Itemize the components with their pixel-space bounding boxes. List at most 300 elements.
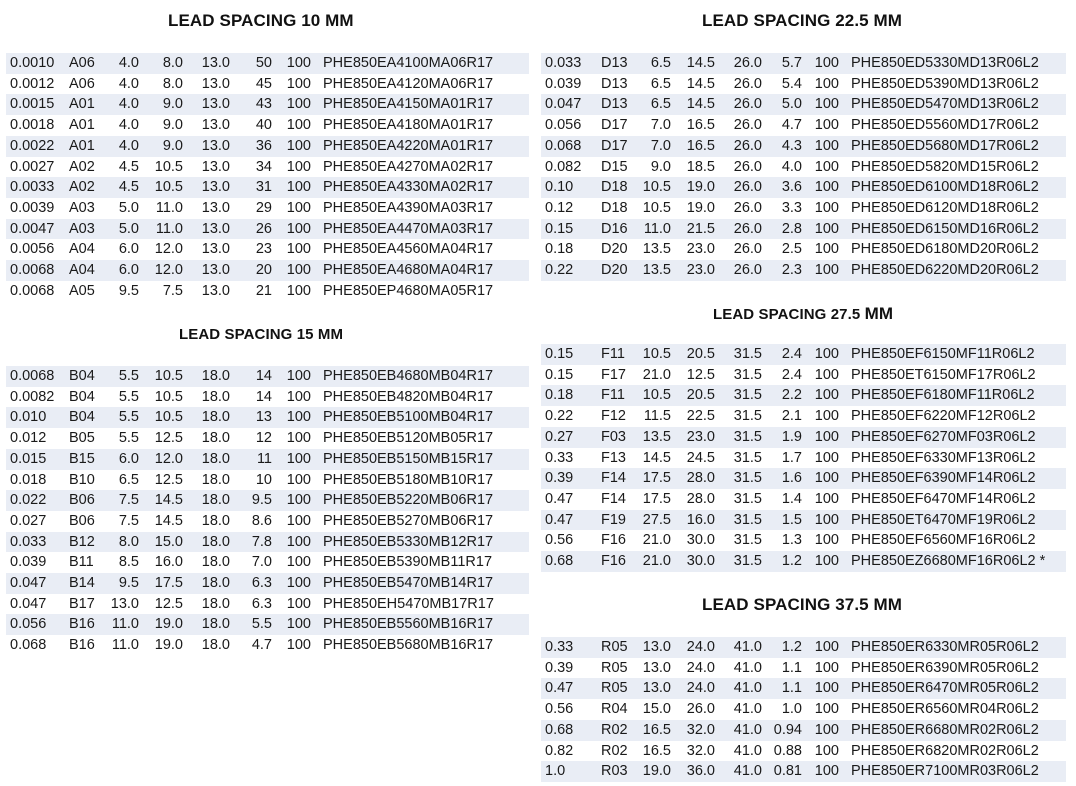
table-row bbox=[6, 470, 529, 491]
capacitance-cell: 0.018 bbox=[10, 471, 47, 488]
table-row bbox=[541, 344, 1066, 365]
dim-l-cell: 26.0 bbox=[733, 75, 762, 92]
case-code-cell: D18 bbox=[599, 177, 633, 198]
dim-w-cell: 5.5 bbox=[118, 388, 139, 405]
dv-dt-cell: 1.7 bbox=[781, 449, 802, 466]
table-row bbox=[541, 427, 1066, 448]
ordering-code-cell: PHE850ER6330MR05R06L2 bbox=[841, 637, 1066, 658]
dim-h-cell: 12.5 bbox=[154, 430, 183, 447]
dim-w-cell: 14.5 bbox=[642, 449, 671, 466]
table-row bbox=[541, 136, 1066, 157]
dim-w-cell: 15.0 bbox=[642, 701, 671, 718]
dim-l-cell: 31.5 bbox=[717, 468, 764, 489]
capacitance-cell: 0.039 bbox=[10, 554, 47, 571]
dim-l-cell: 18.0 bbox=[201, 554, 230, 571]
dim-w-cell: 19.0 bbox=[633, 761, 673, 782]
dv-dt-cell: 1.0 bbox=[781, 701, 802, 718]
spq-cell: 100 bbox=[814, 490, 839, 507]
case-code-cell: F13 bbox=[601, 449, 626, 466]
spq-cell: 100 bbox=[274, 260, 313, 281]
dim-w-cell: 6.5 bbox=[650, 75, 671, 92]
ordering-code-cell: PHE850ED5820MD15R06L2 bbox=[851, 158, 1039, 175]
table-row bbox=[6, 239, 529, 260]
dim-l-cell: 18.0 bbox=[185, 614, 232, 635]
case-code-cell: B12 bbox=[67, 532, 107, 553]
table-row bbox=[6, 407, 529, 428]
dim-l-cell: 26.0 bbox=[717, 53, 764, 74]
ordering-code-cell: PHE850EF6220MF12R06L2 bbox=[851, 408, 1036, 425]
dim-h-cell: 12.5 bbox=[154, 595, 183, 612]
table-row bbox=[541, 761, 1066, 782]
dim-h-cell: 10.5 bbox=[141, 407, 185, 428]
dim-w-cell: 5.5 bbox=[107, 407, 141, 428]
case-code-cell: A01 bbox=[69, 117, 95, 134]
dim-h-cell: 23.0 bbox=[673, 260, 717, 281]
dim-w-cell: 4.0 bbox=[107, 53, 141, 74]
dim-h-cell: 23.0 bbox=[686, 241, 715, 258]
spq-cell: 100 bbox=[814, 241, 839, 258]
case-code-cell: A06 bbox=[69, 75, 95, 92]
dim-h-cell: 19.0 bbox=[673, 177, 717, 198]
table-row bbox=[6, 532, 529, 553]
dim-h-cell: 14.5 bbox=[673, 94, 717, 115]
spq-cell: 100 bbox=[286, 637, 311, 654]
dim-w-cell: 9.5 bbox=[107, 573, 141, 594]
table-row bbox=[541, 260, 1066, 281]
ordering-code-cell: PHE850ET6470MF19R06L2 bbox=[841, 510, 1066, 531]
dim-h-cell: 10.5 bbox=[141, 177, 185, 198]
spq-cell: 100 bbox=[804, 177, 841, 198]
dim-h-cell: 14.5 bbox=[141, 490, 185, 511]
dim-l-cell: 13.0 bbox=[185, 94, 232, 115]
dim-h-cell: 23.0 bbox=[673, 427, 717, 448]
dv-dt-cell: 4.3 bbox=[764, 136, 804, 157]
dim-w-cell: 7.0 bbox=[633, 136, 673, 157]
dim-w-cell: 13.5 bbox=[642, 241, 671, 258]
table-row bbox=[6, 594, 529, 615]
dim-w-cell: 10.5 bbox=[633, 385, 673, 406]
table-row bbox=[541, 406, 1066, 427]
ordering-code-cell: PHE850EA4180MA01R17 bbox=[323, 117, 494, 134]
capacitance-cell: 0.056 bbox=[545, 117, 582, 134]
dv-dt-cell: 1.9 bbox=[764, 427, 804, 448]
dv-dt-cell: 7.8 bbox=[232, 532, 274, 553]
table-lead-spacing-10mm bbox=[6, 53, 529, 301]
ordering-code-cell: PHE850EA4100MA06R17 bbox=[313, 53, 529, 74]
dim-l-cell: 18.0 bbox=[201, 471, 230, 488]
capacitance-cell: 0.27 bbox=[541, 427, 599, 448]
spq-cell: 100 bbox=[804, 136, 841, 157]
ordering-code-cell: PHE850EB4680MB04R17 bbox=[313, 366, 529, 387]
dim-w-cell: 4.0 bbox=[107, 136, 141, 157]
ordering-code-cell: PHE850ER6820MR02R06L2 bbox=[851, 742, 1039, 759]
case-code-cell: F19 bbox=[599, 510, 633, 531]
dim-h-cell: 26.0 bbox=[686, 701, 715, 718]
ordering-code-cell: PHE850EA4330MA02R17 bbox=[313, 177, 529, 198]
ordering-code-cell: PHE850EB5390MB11R17 bbox=[323, 554, 493, 571]
dim-w-cell: 7.5 bbox=[118, 512, 139, 529]
spq-cell: 100 bbox=[814, 75, 839, 92]
dim-l-cell: 18.0 bbox=[201, 595, 230, 612]
ordering-code-cell: PHE850EB5220MB06R17 bbox=[313, 490, 529, 511]
dim-w-cell: 13.0 bbox=[633, 678, 673, 699]
table-row bbox=[6, 281, 529, 302]
dv-dt-cell: 34 bbox=[255, 158, 272, 175]
dim-w-cell: 10.5 bbox=[633, 344, 673, 365]
ordering-code-cell: PHE850EA4150MA01R17 bbox=[313, 94, 529, 115]
table-row bbox=[6, 573, 529, 594]
dim-l-cell: 31.5 bbox=[717, 427, 764, 448]
dim-w-cell: 11.5 bbox=[643, 408, 671, 425]
ordering-code-cell: PHE850EB5120MB05R17 bbox=[323, 430, 494, 447]
spq-cell: 100 bbox=[814, 366, 839, 383]
dim-l-cell: 26.0 bbox=[733, 199, 762, 216]
ordering-code-cell: PHE850EA4120MA06R17 bbox=[323, 75, 494, 92]
dim-h-cell: 19.0 bbox=[686, 199, 715, 216]
dim-l-cell: 31.5 bbox=[733, 532, 762, 549]
spq-cell: 100 bbox=[286, 430, 311, 447]
capacitance-cell: 0.0012 bbox=[10, 75, 55, 92]
spq-cell: 100 bbox=[804, 219, 841, 240]
dv-dt-cell: 45 bbox=[255, 75, 272, 92]
spq-cell: 100 bbox=[286, 595, 311, 612]
capacitance-cell: 0.0039 bbox=[10, 199, 55, 216]
dv-dt-cell: 1.4 bbox=[781, 490, 802, 507]
spq-cell: 100 bbox=[274, 94, 313, 115]
capacitance-cell: 0.012 bbox=[10, 430, 47, 447]
case-code-cell: B04 bbox=[67, 407, 107, 428]
table-row bbox=[6, 449, 529, 470]
case-code-cell: F12 bbox=[601, 408, 626, 425]
dim-h-cell: 16.5 bbox=[686, 117, 715, 134]
capacitance-cell: 0.12 bbox=[545, 199, 574, 216]
dim-h-cell: 24.0 bbox=[673, 637, 717, 658]
case-code-cell: F11 bbox=[599, 385, 633, 406]
dim-w-cell: 4.0 bbox=[118, 117, 139, 134]
capacitance-cell: 0.0018 bbox=[10, 117, 55, 134]
ordering-code-cell: PHE850ET6150MF17R06L2 bbox=[851, 366, 1036, 383]
table-row bbox=[6, 136, 529, 157]
dim-w-cell: 11.0 bbox=[111, 637, 139, 654]
case-code-cell: F16 bbox=[599, 551, 633, 572]
case-code-cell: R03 bbox=[599, 761, 633, 782]
ordering-code-cell: PHE850ED6100MD18R06L2 bbox=[841, 177, 1066, 198]
dv-dt-cell: 21 bbox=[255, 282, 272, 299]
dv-dt-cell: 3.3 bbox=[781, 199, 802, 216]
table-row bbox=[541, 157, 1066, 178]
spq-cell: 100 bbox=[804, 94, 841, 115]
dim-h-cell: 17.5 bbox=[141, 573, 185, 594]
table-row bbox=[541, 115, 1066, 136]
ordering-code-cell: PHE850ED6180MD20R06L2 bbox=[851, 241, 1039, 258]
dim-w-cell: 4.0 bbox=[118, 75, 139, 92]
dim-h-cell: 9.0 bbox=[141, 94, 185, 115]
table-row bbox=[541, 219, 1066, 240]
dim-h-cell: 20.5 bbox=[673, 344, 717, 365]
dv-dt-cell: 0.94 bbox=[764, 720, 804, 741]
case-code-cell: A05 bbox=[69, 282, 95, 299]
dim-w-cell: 6.0 bbox=[118, 241, 139, 258]
dim-l-cell: 41.0 bbox=[733, 659, 762, 676]
ordering-code-cell: PHE850ED5330MD13R06L2 bbox=[841, 53, 1066, 74]
dv-dt-cell: 1.2 bbox=[764, 551, 804, 572]
capacitance-cell: 0.56 bbox=[545, 532, 574, 549]
case-code-cell: D13 bbox=[599, 53, 633, 74]
dim-l-cell: 26.0 bbox=[717, 177, 764, 198]
table-row bbox=[6, 552, 529, 573]
capacitance-cell: 0.0010 bbox=[6, 53, 67, 74]
dim-h-cell: 12.0 bbox=[141, 449, 185, 470]
spq-cell: 100 bbox=[286, 199, 311, 216]
dim-l-cell: 41.0 bbox=[717, 637, 764, 658]
ordering-code-cell: PHE850ED5470MD13R06L2 bbox=[841, 94, 1066, 115]
ordering-code-cell: PHE850EB5470MB14R17 bbox=[313, 573, 529, 594]
spq-cell: 100 bbox=[274, 532, 313, 553]
capacitance-cell: 0.056 bbox=[6, 614, 67, 635]
spq-cell: 100 bbox=[286, 241, 311, 258]
capacitance-cell: 0.033 bbox=[541, 53, 599, 74]
dim-w-cell: 6.5 bbox=[633, 94, 673, 115]
spq-cell: 100 bbox=[804, 678, 841, 699]
dim-w-cell: 16.5 bbox=[642, 742, 671, 759]
dim-h-cell: 9.0 bbox=[141, 136, 185, 157]
case-code-cell: F16 bbox=[601, 532, 626, 549]
dim-w-cell: 6.0 bbox=[107, 260, 141, 281]
table-row bbox=[6, 387, 529, 408]
dim-l-cell: 13.0 bbox=[201, 75, 230, 92]
spq-cell: 100 bbox=[804, 551, 841, 572]
capacitance-cell: 0.027 bbox=[10, 512, 47, 529]
spq-cell: 100 bbox=[804, 53, 841, 74]
table-row bbox=[541, 720, 1066, 741]
ordering-code-cell: PHE850EA4390MA03R17 bbox=[323, 199, 494, 216]
case-code-cell: A03 bbox=[69, 199, 95, 216]
table-row bbox=[541, 741, 1066, 762]
table-row bbox=[541, 177, 1066, 198]
dim-w-cell: 17.5 bbox=[642, 490, 671, 507]
ordering-code-cell: PHE850EA4560MA04R17 bbox=[323, 241, 494, 258]
dim-w-cell: 5.5 bbox=[107, 366, 141, 387]
dim-l-cell: 18.0 bbox=[185, 490, 232, 511]
table-row bbox=[6, 53, 529, 74]
dim-h-cell: 30.0 bbox=[686, 532, 715, 549]
table-row bbox=[6, 198, 529, 219]
spq-cell: 100 bbox=[804, 344, 841, 365]
dim-w-cell: 5.0 bbox=[107, 219, 141, 240]
dim-h-cell: 12.0 bbox=[154, 241, 183, 258]
capacitance-cell: 0.0082 bbox=[10, 388, 55, 405]
capacitance-cell: 0.47 bbox=[541, 678, 599, 699]
dim-l-cell: 41.0 bbox=[717, 678, 764, 699]
case-code-cell: A01 bbox=[67, 136, 107, 157]
ordering-code-cell: PHE850EZ6680MF16R06L2 * bbox=[841, 551, 1066, 572]
case-code-cell: D13 bbox=[601, 75, 628, 92]
dim-w-cell: 21.0 bbox=[642, 532, 671, 549]
ordering-code-cell: PHE850EF6180MF11R06L2 bbox=[841, 385, 1066, 406]
dv-dt-cell: 50 bbox=[232, 53, 274, 74]
capacitance-cell: 0.082 bbox=[545, 158, 582, 175]
capacitance-cell: 0.047 bbox=[6, 573, 67, 594]
spq-cell: 100 bbox=[286, 158, 311, 175]
dv-dt-cell: 29 bbox=[255, 199, 272, 216]
case-code-cell: B15 bbox=[67, 449, 107, 470]
spq-cell: 100 bbox=[274, 177, 313, 198]
dim-h-cell: 16.0 bbox=[154, 554, 183, 571]
dim-w-cell: 8.0 bbox=[107, 532, 141, 553]
ordering-code-cell: PHE850EB5680MB16R17 bbox=[323, 637, 494, 654]
dim-l-cell: 41.0 bbox=[717, 720, 764, 741]
case-code-cell: R02 bbox=[601, 742, 628, 759]
dim-h-cell: 12.5 bbox=[686, 366, 715, 383]
dim-w-cell: 11.0 bbox=[633, 219, 673, 240]
dim-h-cell: 15.0 bbox=[141, 532, 185, 553]
capacitance-cell: 0.033 bbox=[6, 532, 67, 553]
spq-cell: 100 bbox=[814, 659, 839, 676]
dim-h-cell: 30.0 bbox=[673, 551, 717, 572]
table-row bbox=[6, 94, 529, 115]
dim-w-cell: 4.5 bbox=[107, 177, 141, 198]
dv-dt-cell: 14 bbox=[255, 388, 272, 405]
spq-cell: 100 bbox=[286, 75, 311, 92]
table-lead-spacing-27-5mm bbox=[541, 344, 1066, 572]
dim-h-cell: 7.5 bbox=[162, 282, 183, 299]
spq-cell: 100 bbox=[286, 471, 311, 488]
capacitance-cell: 0.0047 bbox=[6, 219, 67, 240]
spq-cell: 100 bbox=[274, 53, 313, 74]
dv-dt-cell: 0.81 bbox=[764, 761, 804, 782]
dim-l-cell: 26.0 bbox=[733, 241, 762, 258]
section-title-27-5mm-unit: MM bbox=[864, 304, 894, 323]
dv-dt-cell: 20 bbox=[232, 260, 274, 281]
ordering-code-cell: PHE850EB5180MB10R17 bbox=[323, 471, 494, 488]
case-code-cell: A04 bbox=[67, 260, 107, 281]
capacitance-cell: 0.68 bbox=[541, 720, 599, 741]
table-row bbox=[541, 637, 1066, 658]
dv-dt-cell: 2.4 bbox=[781, 366, 802, 383]
ordering-code-cell: PHE850EP4680MA05R17 bbox=[323, 282, 494, 299]
ordering-code-cell: PHE850EA4470MA03R17 bbox=[313, 219, 529, 240]
ordering-code-cell: PHE850ED6220MD20R06L2 bbox=[841, 260, 1066, 281]
capacitance-cell: 0.15 bbox=[545, 366, 574, 383]
case-code-cell: R05 bbox=[599, 678, 633, 699]
case-code-cell: R04 bbox=[601, 701, 628, 718]
section-title-27-5mm bbox=[713, 304, 893, 324]
ordering-code-cell: PHE850ER6390MR05R06L2 bbox=[851, 659, 1039, 676]
case-code-cell: B16 bbox=[67, 614, 107, 635]
section-title-27-5mm-text: LEAD SPACING 27.5 bbox=[713, 306, 861, 323]
dim-w-cell: 5.0 bbox=[118, 199, 139, 216]
table-row bbox=[541, 489, 1066, 510]
dim-h-cell: 32.0 bbox=[673, 720, 717, 741]
table-row bbox=[6, 157, 529, 178]
spq-cell: 100 bbox=[274, 449, 313, 470]
table-row bbox=[6, 490, 529, 511]
dv-dt-cell: 1.3 bbox=[781, 532, 802, 549]
dim-l-cell: 31.5 bbox=[717, 344, 764, 365]
dim-l-cell: 13.0 bbox=[185, 260, 232, 281]
case-code-cell: A02 bbox=[69, 158, 95, 175]
dim-l-cell: 13.0 bbox=[185, 177, 232, 198]
dim-h-cell: 10.5 bbox=[141, 366, 185, 387]
capacitance-cell: 0.39 bbox=[541, 468, 599, 489]
dim-l-cell: 31.5 bbox=[717, 510, 764, 531]
dim-l-cell: 18.0 bbox=[201, 512, 230, 529]
dim-h-cell: 28.0 bbox=[673, 468, 717, 489]
table-row bbox=[541, 239, 1066, 260]
case-code-cell: A03 bbox=[67, 219, 107, 240]
table-row bbox=[6, 177, 529, 198]
dv-dt-cell: 2.8 bbox=[764, 219, 804, 240]
ordering-code-cell: PHE850EB5330MB12R17 bbox=[313, 532, 529, 553]
spq-cell: 100 bbox=[804, 468, 841, 489]
table-row bbox=[541, 74, 1066, 95]
spq-cell: 100 bbox=[274, 219, 313, 240]
dv-dt-cell: 1.6 bbox=[764, 468, 804, 489]
capacitance-cell: 0.0022 bbox=[6, 136, 67, 157]
case-code-cell: B11 bbox=[69, 554, 94, 571]
dim-l-cell: 31.5 bbox=[717, 551, 764, 572]
case-code-cell: B14 bbox=[67, 573, 107, 594]
capacitance-cell: 0.047 bbox=[10, 595, 47, 612]
case-code-cell: B04 bbox=[67, 366, 107, 387]
case-code-cell: D16 bbox=[599, 219, 633, 240]
dim-w-cell: 5.5 bbox=[118, 430, 139, 447]
ordering-code-cell: PHE850EB5560MB16R17 bbox=[313, 614, 529, 635]
table-lead-spacing-37-5mm bbox=[541, 637, 1066, 782]
dim-h-cell: 32.0 bbox=[686, 742, 715, 759]
case-code-cell: A04 bbox=[69, 241, 95, 258]
ordering-code-cell: PHE850ED5680MD17R06L2 bbox=[841, 136, 1066, 157]
capacitance-cell: 0.47 bbox=[541, 510, 599, 531]
dim-l-cell: 18.0 bbox=[201, 430, 230, 447]
capacitance-cell: 0.0056 bbox=[10, 241, 55, 258]
capacitance-cell: 0.0068 bbox=[6, 260, 67, 281]
ordering-code-cell: PHE850ED5390MD13R06L2 bbox=[851, 75, 1039, 92]
case-code-cell: F17 bbox=[601, 366, 626, 383]
dim-w-cell: 4.5 bbox=[118, 158, 139, 175]
dim-l-cell: 13.0 bbox=[201, 117, 230, 134]
dim-w-cell: 13.5 bbox=[633, 260, 673, 281]
dv-dt-cell: 4.7 bbox=[781, 117, 802, 134]
ordering-code-cell: PHE850ER6680MR02R06L2 bbox=[841, 720, 1066, 741]
dim-h-cell: 8.0 bbox=[162, 75, 183, 92]
table-row bbox=[6, 635, 529, 656]
section-title-22-5mm: LEAD SPACING 22.5 MM bbox=[702, 11, 903, 30]
dim-h-cell: 12.0 bbox=[141, 260, 185, 281]
table-row bbox=[6, 115, 529, 136]
spq-cell: 100 bbox=[804, 637, 841, 658]
table-row bbox=[6, 260, 529, 281]
capacitance-cell: 0.33 bbox=[541, 637, 599, 658]
dv-dt-cell: 0.88 bbox=[773, 742, 802, 759]
case-code-cell: D18 bbox=[601, 199, 628, 216]
dim-l-cell: 18.0 bbox=[185, 366, 232, 387]
capacitance-cell: 0.0068 bbox=[6, 366, 67, 387]
table-row bbox=[541, 198, 1066, 219]
capacitance-cell: 0.022 bbox=[6, 490, 67, 511]
table-row bbox=[541, 551, 1066, 572]
table-row bbox=[6, 428, 529, 449]
ordering-code-cell: PHE850EA4270MA02R17 bbox=[323, 158, 494, 175]
dv-dt-cell: 8.6 bbox=[251, 512, 272, 529]
ordering-code-cell: PHE850EF6330MF13R06L2 bbox=[851, 449, 1036, 466]
capacitance-cell: 0.68 bbox=[541, 551, 599, 572]
dim-h-cell: 19.0 bbox=[154, 637, 183, 654]
table-row bbox=[541, 94, 1066, 115]
capacitance-cell: 0.15 bbox=[541, 344, 599, 365]
dv-dt-cell: 4.7 bbox=[251, 637, 272, 654]
dim-h-cell: 10.5 bbox=[154, 388, 183, 405]
